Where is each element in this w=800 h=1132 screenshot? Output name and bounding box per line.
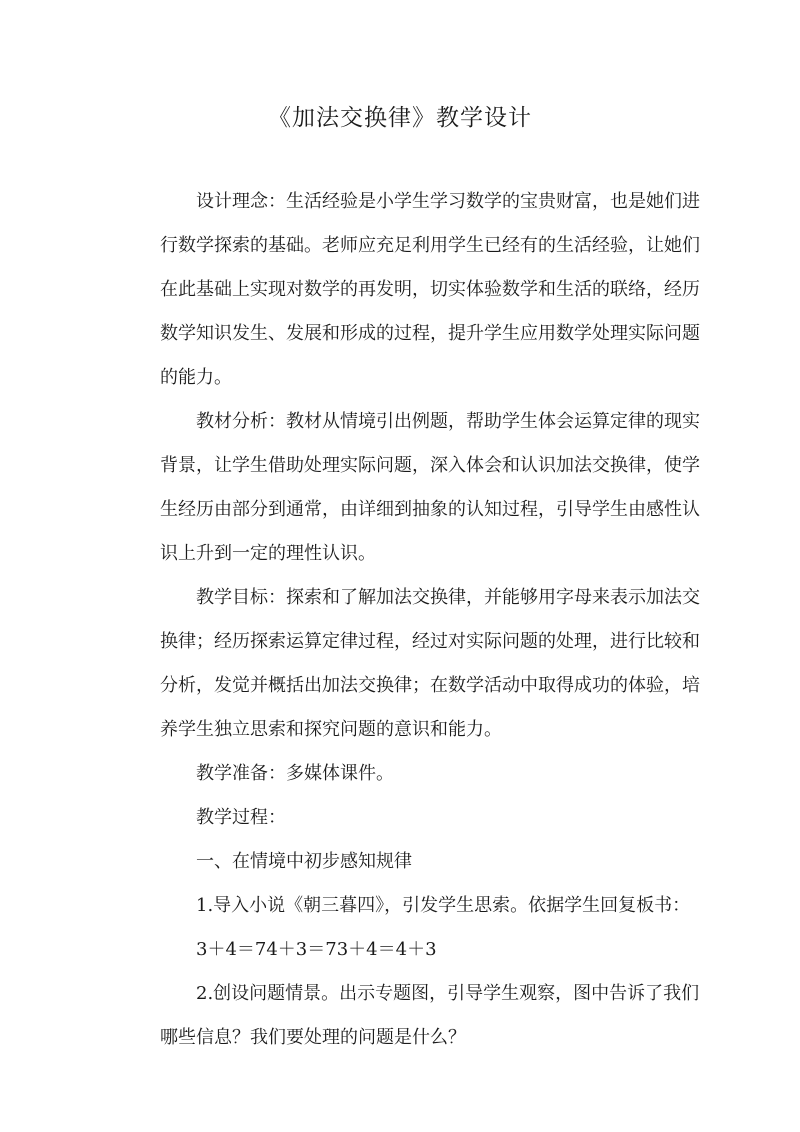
- text-line: 换律；经历探索运算定律过程，经过对实际问题的处理，进行比较和: [160, 631, 700, 652]
- text-line: 背景，让学生借助处理实际问题，深入体会和认识加法交换律，使学: [160, 455, 700, 476]
- text-line: 教学目标：探索和了解加法交换律，并能够用字母来表示加法交: [196, 587, 700, 608]
- text-line: 数学知识发生、发展和形成的过程，提升学生应用数学处理实际问题: [160, 323, 700, 344]
- document-body: [124, 180, 700, 1060]
- text-line: 设计理念：生活经验是小学生学习数学的宝贵财富，也是她们进: [196, 191, 700, 212]
- paragraph-material-analysis: [124, 400, 700, 576]
- equation-line: [124, 928, 684, 972]
- step-1: [124, 884, 691, 928]
- text-line: 行数学探索的基础。老师应充足利用学生已经有的生活经验，让她们: [160, 235, 700, 256]
- text-line: 生经历由部分到通常，由详细到抽象的认知过程，引导学生由感性认: [160, 499, 700, 520]
- text-line: 1.导入小说《朝三暮四》，引发学生思索。依据学生回复板书：: [196, 895, 691, 916]
- text-line: 教学准备：多媒体课件。: [196, 763, 394, 784]
- paragraph-process-heading: [124, 796, 684, 840]
- text-line: 2.创设问题情景。出示专题图，引导学生观察，图中告诉了我们: [196, 983, 700, 1004]
- section-heading-1: [124, 840, 684, 884]
- step-2: [124, 972, 700, 1060]
- text-line: 养学生独立思索和探究问题的意识和能力。: [160, 719, 502, 740]
- text-line: 3＋4＝74＋3＝73＋4＝4＋3: [196, 939, 437, 960]
- text-line: 的能力。: [160, 367, 232, 388]
- document-title: 《加法交换律》教学设计: [268, 105, 532, 131]
- text-line: 识上升到一定的理性认识。: [160, 543, 376, 564]
- text-line: 哪些信息？我们要处理的问题是什么？: [160, 1027, 466, 1048]
- text-line: 教材分析：教材从情境引出例题，帮助学生体会运算定律的现实: [196, 411, 700, 432]
- paragraph-design-concept: [124, 180, 700, 400]
- text-line: 教学过程：: [196, 807, 286, 828]
- paragraph-teaching-goals: [124, 576, 700, 752]
- text-line: 在此基础上实现对数学的再发明，切实体验数学和生活的联络，经历: [160, 279, 700, 300]
- text-line: 分析，发觉并概括出加法交换律；在数学活动中取得成功的体验，培: [160, 675, 700, 696]
- text-line: 一、在情境中初步感知规律: [196, 851, 412, 872]
- paragraph-preparation: [124, 752, 684, 796]
